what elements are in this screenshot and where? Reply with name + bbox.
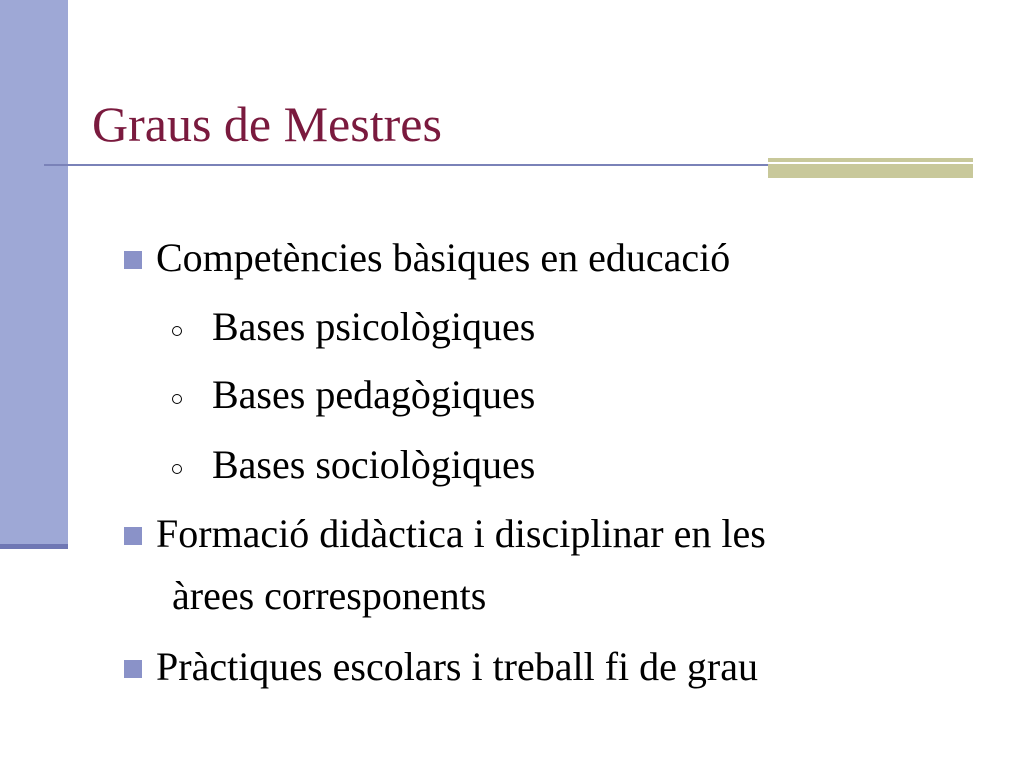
square-bullet-icon [124, 660, 142, 678]
sub-item-text: Bases sociològiques [212, 442, 536, 487]
sub-item-text: Bases pedagògiques [212, 372, 536, 417]
bullet-text: Pràctiques escolars i treball fi de grau [156, 644, 758, 689]
circle-bullet-icon [172, 326, 182, 336]
bullet-continuation-text: àrees corresponents [172, 573, 487, 618]
circle-bullet-icon [172, 394, 182, 404]
circle-bullet-icon [172, 464, 182, 474]
bullet-text: Formació didàctica i disciplinar en les [156, 511, 766, 556]
slide-title: Graus de Mestres [92, 96, 442, 152]
square-bullet-icon [124, 251, 142, 269]
square-bullet-icon [124, 527, 142, 545]
bullet-text: Competències bàsiques en educació [156, 235, 731, 280]
sub-item-text: Bases psicològiques [212, 304, 536, 349]
